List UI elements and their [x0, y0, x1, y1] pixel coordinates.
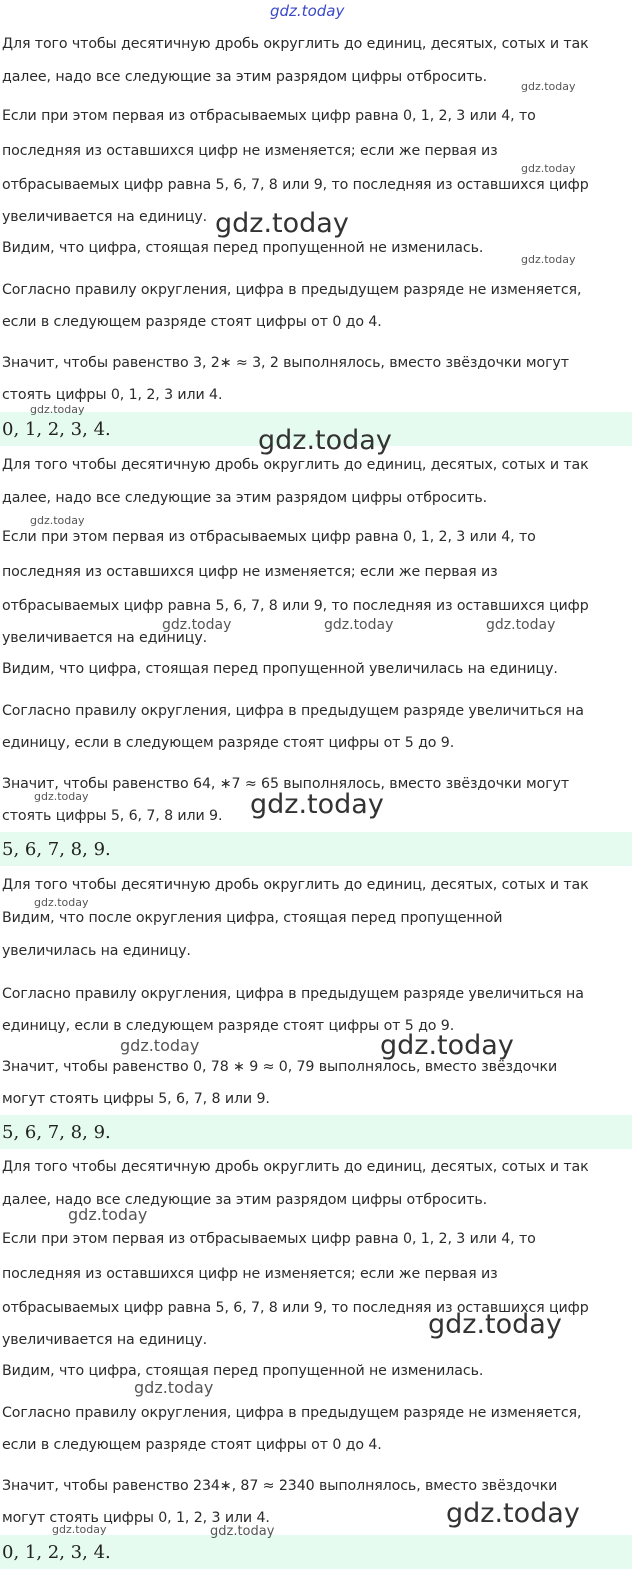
watermark: gdz.today	[380, 1030, 514, 1061]
text-line: отбрасываемых цифр равна 5, 6, 7, 8 или 9, то последняя из оставшихся цифр	[2, 1300, 589, 1316]
text-line: могут стоять цифры 0, 1, 2, 3 или 4.	[2, 1510, 270, 1526]
answer-box	[0, 832, 632, 866]
text-line: Если при этом первая из отбрасываемых цифр равна 0, 1, 2, 3 или 4, то	[2, 529, 536, 545]
watermark: gdz.today	[30, 403, 85, 416]
watermark: gdz.today	[215, 208, 349, 239]
text-line: Значит, чтобы равенство 0, 78 ∗ 9 ≈ 0, 79 выполнялось, вместо звёздочки	[2, 1059, 558, 1075]
text-line: если в следующем разряде стоят цифры от 0 до 4.	[2, 314, 382, 330]
text-line: Видим, что цифра, стоящая перед пропущенной не изменилась.	[2, 240, 484, 256]
watermark: gdz.today	[486, 617, 556, 633]
text-line: Согласно правилу округления, цифра в предыдущем разряде увеличиться на	[2, 703, 584, 719]
text-line: увеличилась на единицу.	[2, 943, 191, 959]
text-line: далее, надо все следующие за этим разрядом цифры отбросить.	[2, 1192, 488, 1208]
text-line: Значит, чтобы равенство 3, 2∗ ≈ 3, 2 выполнялось, вместо звёздочки могут	[2, 355, 569, 371]
text-line: увеличивается на единицу.	[2, 1332, 208, 1348]
text-line: Для того чтобы десятичную дробь округлить до единиц, десятых, сотых и так	[2, 36, 589, 52]
watermark: gdz.today	[324, 617, 394, 633]
text-line: стоять цифры 5, 6, 7, 8 или 9.	[2, 808, 223, 824]
text-line: Видим, что цифра, стоящая перед пропущенной не изменилась.	[2, 1363, 484, 1379]
text-line: Видим, что цифра, стоящая перед пропущенной увеличилась на единицу.	[2, 661, 558, 677]
watermark: gdz.today	[120, 1036, 200, 1055]
text-line: увеличивается на единицу.	[2, 209, 208, 225]
text-line: Значит, чтобы равенство 234∗, 87 ≈ 2340 выполнялось, вместо звёздочки	[2, 1478, 558, 1494]
text-line: далее, надо все следующие за этим разрядом цифры отбросить.	[2, 490, 488, 506]
answer-text: 0, 1, 2, 3, 4.	[2, 419, 111, 440]
watermark: gdz.today	[428, 1309, 562, 1340]
answer-text: 5, 6, 7, 8, 9.	[2, 1122, 111, 1143]
text-line: Согласно правилу округления, цифра в предыдущем разряде не изменяется,	[2, 1405, 582, 1421]
watermark: gdz.today	[521, 162, 576, 175]
text-line: Для того чтобы десятичную дробь округлить до единиц, десятых, сотых и так	[2, 877, 589, 893]
text-line: стоять цифры 0, 1, 2, 3 или 4.	[2, 387, 223, 403]
text-line: последняя из оставшихся цифр не изменяется; если же первая из	[2, 1266, 498, 1282]
text-line: далее, надо все следующие за этим разрядом цифры отбросить.	[2, 69, 488, 85]
text-line: Согласно правилу округления, цифра в предыдущем разряде не изменяется,	[2, 282, 582, 298]
watermark: gdz.today	[52, 1523, 107, 1536]
text-line: увеличивается на единицу.	[2, 630, 208, 646]
text-line: Согласно правилу округления, цифра в предыдущем разряде увеличиться на	[2, 986, 584, 1002]
watermark: gdz.today	[134, 1378, 214, 1397]
text-line: Если при этом первая из отбрасываемых цифр равна 0, 1, 2, 3 или 4, то	[2, 1231, 536, 1247]
watermark: gdz.today	[68, 1205, 148, 1224]
watermark: gdz.today	[34, 896, 89, 909]
watermark: gdz.today	[258, 425, 392, 456]
text-line: единицу, если в следующем разряде стоят цифры от 5 до 9.	[2, 1018, 455, 1034]
text-line: Для того чтобы десятичную дробь округлить до единиц, десятых, сотых и так	[2, 1159, 589, 1175]
answer-text: 0, 1, 2, 3, 4.	[2, 1542, 111, 1563]
text-line: если в следующем разряде стоят цифры от 0 до 4.	[2, 1437, 382, 1453]
watermark: gdz.today	[210, 1524, 275, 1539]
watermark: gdz.today	[162, 617, 232, 633]
answer-text: 5, 6, 7, 8, 9.	[2, 839, 111, 860]
answer-box	[0, 1535, 632, 1569]
text-line: Значит, чтобы равенство 64, ∗7 ≈ 65 выполнялось, вместо звёздочки могут	[2, 776, 570, 792]
watermark: gdz.today	[34, 790, 89, 803]
text-line: отбрасываемых цифр равна 5, 6, 7, 8 или 9, то последняя из оставшихся цифр	[2, 177, 589, 193]
watermark: gdz.today	[446, 1498, 580, 1529]
text-line: Видим, что после округления цифра, стоящая перед пропущенной	[2, 910, 503, 926]
text-line: Для того чтобы десятичную дробь округлить до единиц, десятых, сотых и так	[2, 457, 589, 473]
watermark: gdz.today	[521, 253, 576, 266]
watermark: gdz.today	[521, 80, 576, 93]
watermark: gdz.today	[270, 2, 345, 20]
text-line: последняя из оставшихся цифр не изменяется; если же первая из	[2, 564, 498, 580]
watermark: gdz.today	[30, 514, 85, 527]
text-line: отбрасываемых цифр равна 5, 6, 7, 8 или 9, то последняя из оставшихся цифр	[2, 598, 589, 614]
watermark: gdz.today	[250, 789, 384, 820]
text-line: единицу, если в следующем разряде стоят цифры от 5 до 9.	[2, 735, 455, 751]
text-line: Если при этом первая из отбрасываемых цифр равна 0, 1, 2, 3 или 4, то	[2, 108, 536, 124]
text-line: могут стоять цифры 5, 6, 7, 8 или 9.	[2, 1091, 270, 1107]
answer-box	[0, 1115, 632, 1149]
text-line: последняя из оставшихся цифр не изменяется; если же первая из	[2, 143, 498, 159]
